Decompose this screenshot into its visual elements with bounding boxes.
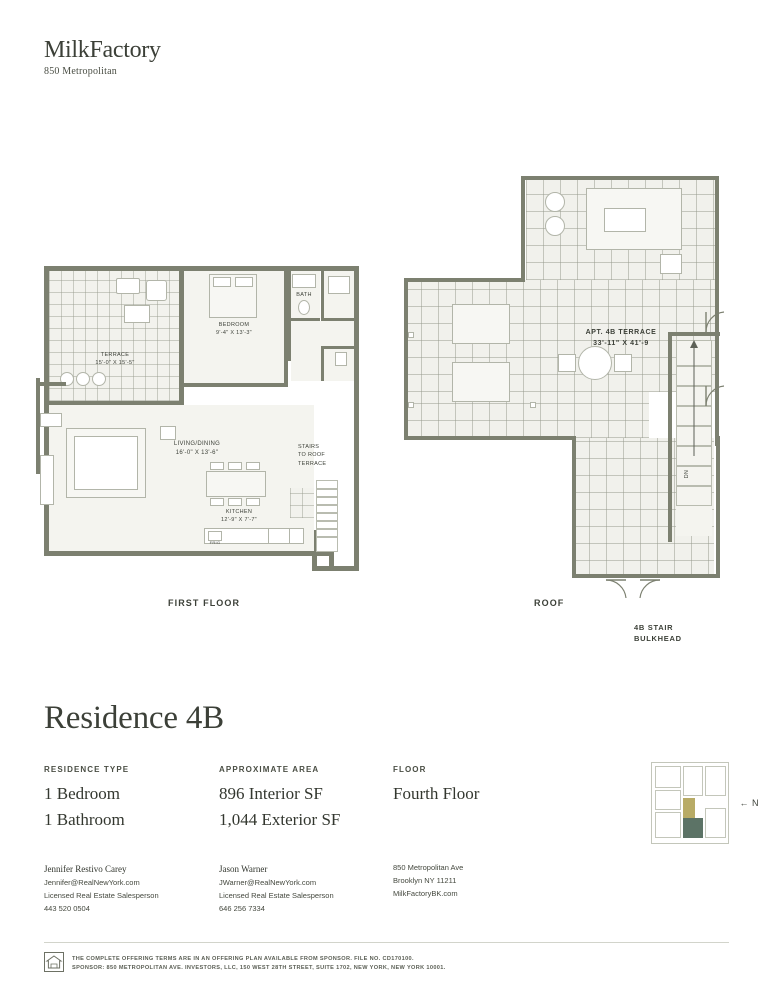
footer-divider: [44, 942, 729, 943]
contact-2: [219, 862, 334, 916]
tub: [292, 274, 316, 288]
wall: [321, 349, 324, 381]
furniture: [116, 278, 140, 294]
wall: [716, 436, 720, 578]
spec-floor: [393, 765, 479, 807]
wall: [521, 176, 525, 282]
spec-floor-value: Fourth Floor: [393, 784, 480, 803]
wall: [354, 266, 359, 566]
roof-hatch: [404, 392, 649, 438]
first-floor-label: FIRST FLOOR: [168, 598, 241, 608]
title-number: 4B: [185, 700, 224, 736]
keymap-highlight-unit: [683, 798, 695, 818]
chair: [210, 498, 224, 506]
stairs-label: STAIRS TO ROOF TERRACE: [298, 444, 327, 467]
roof-chair: [545, 216, 565, 236]
door-swing-icon: [704, 382, 726, 408]
keymap-segment: [705, 766, 726, 796]
office-info: [393, 862, 463, 901]
wall: [312, 566, 359, 571]
legal-line-1: THE COMPLETE OFFERING TERMS ARE IN AN OFFERING PLAN AVAILABLE FROM SPONSOR. FILE NO. CD170100.: [72, 956, 414, 962]
stair-tread: [316, 496, 338, 498]
spec-area-head: APPROXIMATE AREA: [219, 765, 320, 774]
washer-dryer: [328, 276, 350, 294]
roof-label: ROOF: [534, 598, 565, 608]
bath-label: BATH: [296, 292, 312, 298]
office-website[interactable]: MilkFactoryBK.com: [393, 888, 458, 898]
furniture: [124, 305, 150, 323]
stair-hatch: [290, 488, 314, 518]
stair-tread: [316, 512, 338, 514]
spec-area-exterior: 1,044 Exterior SF: [219, 810, 341, 830]
rug: [74, 436, 138, 490]
office-address-line1: 850 Metropolitan Ave: [393, 863, 464, 872]
wall: [184, 383, 288, 387]
keymap-segment: [655, 812, 681, 838]
contact-2-license: Licensed Real Estate Salesperson: [219, 891, 334, 901]
living-dining-label: LIVING/DINING 16'-0" X 13'-6": [173, 441, 221, 456]
kitchen-label: KITCHEN 12'-9" X 7'-7": [221, 509, 257, 524]
side-table: [160, 426, 176, 440]
wall: [404, 278, 408, 440]
keymap-segment: [683, 766, 703, 796]
contact-2-phone[interactable]: 646 256 7334: [219, 904, 265, 914]
wall: [44, 551, 334, 556]
floorplan-graphics: [0, 150, 773, 670]
keymap-segment: [705, 808, 726, 838]
stair-tread: [316, 520, 338, 522]
roof-round-table: [578, 346, 612, 380]
brand-name: MilkFactory: [44, 37, 161, 63]
dn-label: DN: [683, 469, 690, 479]
key-map: [651, 762, 729, 844]
roof-chair: [614, 354, 632, 372]
keymap-segment: [655, 766, 681, 788]
furniture: [146, 280, 167, 301]
furniture: [40, 455, 54, 505]
chair: [246, 498, 260, 506]
brand-block: [44, 38, 161, 77]
wall: [404, 278, 525, 282]
contact-1-email[interactable]: Jennifer@RealNewYork.com: [44, 878, 140, 888]
roof-chair: [545, 192, 565, 212]
spec-residence-type-head: RESIDENCE TYPE: [44, 765, 130, 774]
page-title: [44, 700, 224, 737]
stair-tread: [676, 466, 712, 486]
wall: [521, 176, 719, 180]
spec-residence-type-bedrooms: 1 Bedroom: [44, 784, 121, 803]
chair: [246, 462, 260, 470]
stair-tread: [316, 504, 338, 506]
contact-2-email[interactable]: JWarner@RealNewYork.com: [219, 878, 317, 888]
roof-terrace-label: APT. 4B TERRACE 33'-11" X 41'-9: [585, 329, 657, 347]
roof-marker: [408, 402, 414, 408]
door-swing-icon: [704, 308, 726, 334]
keymap-highlight-terrace: [683, 818, 703, 838]
brand-address: 850 Metropolitan: [44, 66, 117, 78]
pillow: [235, 277, 253, 287]
roof-marker: [408, 332, 414, 338]
north-label: N: [752, 798, 759, 808]
dining-table: [206, 471, 266, 497]
wall: [329, 551, 334, 566]
roof-table: [604, 208, 646, 232]
contact-1-license: Licensed Real Estate Salesperson: [44, 891, 159, 901]
wall: [668, 332, 672, 542]
contact-1-name: Jennifer Restivo Carey: [44, 864, 127, 874]
wall: [404, 436, 576, 440]
stair-tread: [316, 536, 338, 538]
legal-disclaimer: [72, 955, 446, 972]
bedroom-label: BEDROOM 9'-4" X 13'-3": [216, 322, 252, 337]
toilet: [298, 300, 310, 315]
furniture: [92, 372, 106, 386]
roof-marker: [530, 402, 536, 408]
furniture: [40, 413, 62, 427]
door-swing-icon: [636, 578, 662, 602]
fridge-label: FRIG: [209, 540, 221, 545]
roof-chair: [660, 254, 682, 274]
contact-2-name: Jason Warner: [219, 864, 268, 874]
roof-chair: [558, 354, 576, 372]
equal-housing-opportunity-icon: [44, 952, 64, 972]
spec-residence-type-bathrooms: 1 Bathroom: [44, 810, 125, 830]
legal-line-2: SPONSOR: 850 METROPOLITAN AVE. INVESTORS, LLC, 150 WEST 28TH STREET, SUITE 1702, NEW YORK, NEW YORK 10001.: [72, 964, 446, 971]
bulkhead-label: 4B STAIR BULKHEAD: [634, 623, 682, 644]
spec-residence-type: [44, 765, 129, 834]
spec-area-interior: 896 Interior SF: [219, 784, 323, 803]
keymap-segment: [655, 790, 681, 810]
chair: [228, 462, 242, 470]
pillow: [213, 277, 231, 287]
stairs: [316, 480, 338, 552]
wall: [321, 346, 354, 349]
door-swing-icon: [604, 578, 630, 602]
wall: [572, 436, 576, 578]
chair: [210, 462, 224, 470]
stair-tread: [676, 486, 712, 506]
office-address-line2: Brooklyn NY 11211: [393, 875, 457, 885]
stair-tread: [316, 488, 338, 490]
wall: [321, 271, 324, 319]
terrace-label: TERRACE 15'-0" X 15'-5": [95, 352, 135, 367]
roof-lounge: [452, 362, 510, 402]
closet-unit: [335, 352, 347, 366]
spec-floor-head: FLOOR: [393, 765, 427, 774]
stair-tread: [316, 528, 338, 530]
wall: [36, 382, 66, 386]
north-arrow-icon: ←: [739, 798, 749, 808]
stair-direction-arrow: [686, 338, 702, 458]
contact-1-phone[interactable]: 443 520 0504: [44, 904, 90, 914]
cooktop: [268, 528, 290, 544]
contact-1: [44, 862, 159, 916]
furniture: [76, 372, 90, 386]
roof-lounge: [452, 304, 510, 344]
north-indicator: [739, 798, 759, 808]
spec-approximate-area: [219, 765, 340, 834]
chair: [228, 498, 242, 506]
title-prefix: Residence: [44, 700, 178, 736]
